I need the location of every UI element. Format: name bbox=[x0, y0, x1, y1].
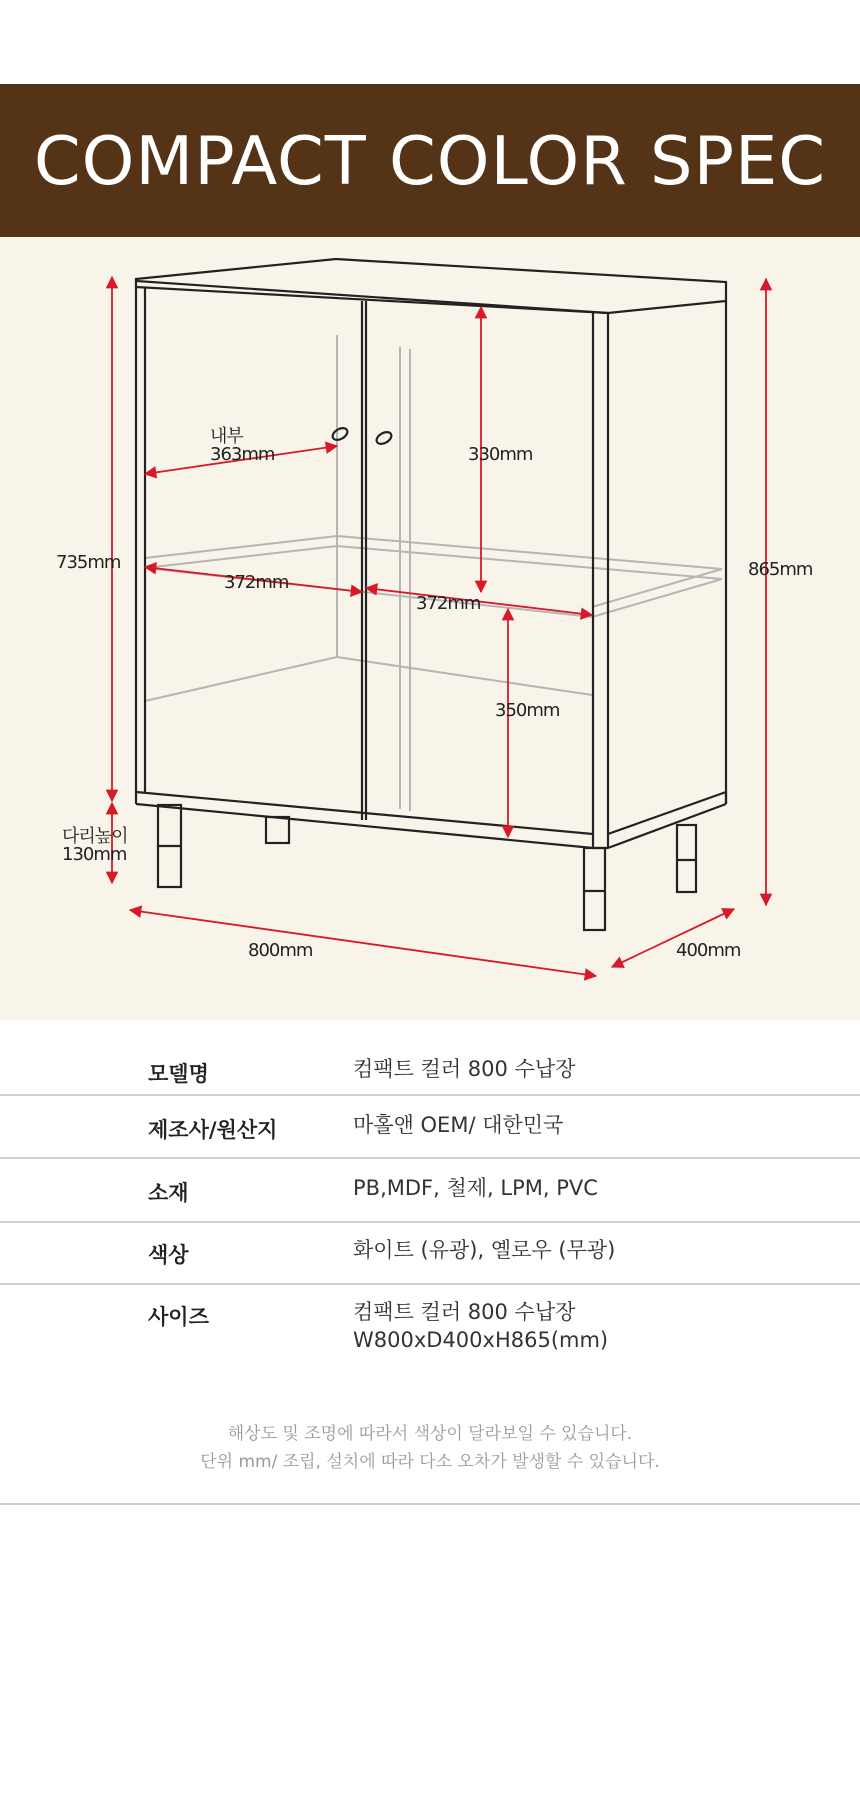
spec-row-material bbox=[0, 1159, 860, 1223]
spec-row-model bbox=[0, 1040, 860, 1096]
divider bbox=[0, 1503, 860, 1505]
cabinet-diagram bbox=[0, 237, 860, 1020]
spec-label: 제조사/원산지 bbox=[148, 1118, 278, 1142]
page-title: COMPACT COLOR SPEC bbox=[33, 121, 827, 200]
spec-label: 모델명 bbox=[148, 1062, 209, 1086]
height-inner-label: 735mm bbox=[56, 552, 121, 573]
spec-value: 마홀앤 OEM/ 대한민국 bbox=[353, 1113, 564, 1137]
inner-label-line2: 363mm bbox=[210, 444, 275, 465]
spec-row-maker bbox=[0, 1096, 860, 1159]
notes bbox=[0, 1420, 860, 1476]
spec-row-size bbox=[0, 1285, 860, 1385]
spec-value: 컴팩트 컬러 800 수납장 bbox=[353, 1057, 576, 1081]
depth-label: 400mm bbox=[676, 940, 741, 961]
spec-value-size: W800xD400xH865(mm) bbox=[353, 1328, 609, 1352]
spec-label: 소재 bbox=[148, 1181, 189, 1205]
shelf-right-label: 372mm bbox=[416, 593, 481, 614]
title-banner bbox=[0, 84, 860, 237]
shelf-left-label: 372mm bbox=[224, 572, 289, 593]
leg-label-line2: 130mm bbox=[62, 844, 127, 865]
spec-value: PB,MDF, 철제, LPM, PVC bbox=[353, 1176, 598, 1200]
spec-value: 화이트 (유광), 옐로우 (무광) bbox=[353, 1238, 616, 1262]
cabinet-drawing bbox=[0, 237, 860, 1020]
lower-height-label: 350mm bbox=[495, 700, 560, 721]
height-total-label: 865mm bbox=[748, 559, 813, 580]
inner-label-line1: 내부 bbox=[210, 426, 243, 447]
leg-label-line1: 다리높이 bbox=[62, 826, 128, 847]
spec-label: 사이즈 bbox=[148, 1305, 209, 1329]
spec-table bbox=[0, 1040, 860, 1385]
spec-value: 컴팩트 컬러 800 수납장 bbox=[353, 1300, 576, 1324]
upper-height-label: 330mm bbox=[468, 444, 533, 465]
spec-label: 색상 bbox=[148, 1243, 189, 1267]
width-label: 800mm bbox=[248, 940, 313, 961]
note-line: 단위 mm/ 조립, 설치에 따라 다소 오차가 발생할 수 있습니다. bbox=[200, 1452, 660, 1472]
note-line: 해상도 및 조명에 따라서 색상이 달라보일 수 있습니다. bbox=[227, 1424, 633, 1444]
spec-row-color bbox=[0, 1223, 860, 1285]
dimension-lines bbox=[112, 277, 766, 976]
